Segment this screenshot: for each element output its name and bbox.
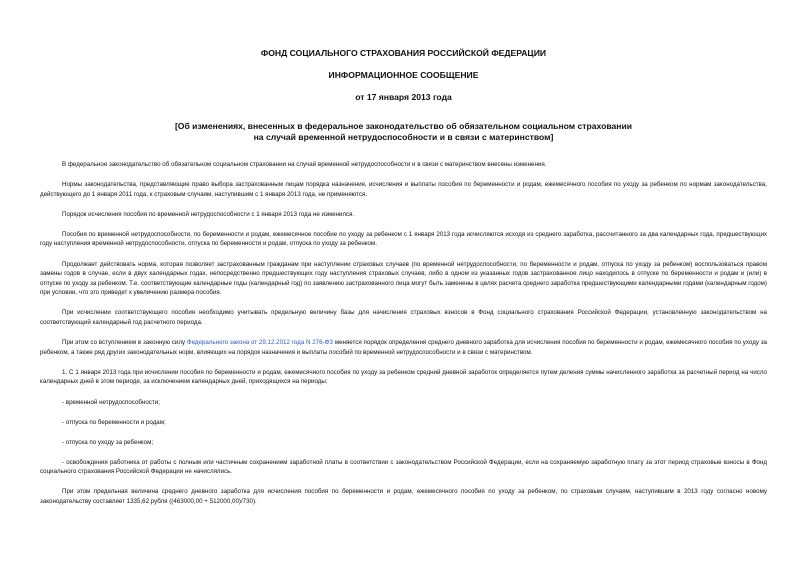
paragraph-9: При этом предельная величина среднего дневного заработка для исчисления пособия по беременности и родам, ежемесячного пособия по уходу за ребенком, по страховым случаям, наступившим в 2013 году согласно новому законодательству составляет 1335,62 рубля ((463000,00 + 512000,00)/730). [40,488,767,506]
federal-law-link[interactable]: Федерального закона от 29.12.2012 года N 276-ФЗ [186,339,334,347]
paragraph-2: Нормы законодательства, представляющие право выбора застрахованным лицам порядка назначения, исчисления и выплаты пособия по беременности и родам, ежемесячного пособия по уходу за ребенком по нормам законодательства, действующего до 1 января 2011 года, к страховым случаям, наступившим с 1 января 2013 года, не применяются. [40,181,767,198]
list-item: - временной нетрудоспособности; [62,398,160,406]
paragraph-1: В федеральное законодательство об обязательном социальном страховании на случай временной нетрудоспособности и в связи с материнством внесены изменения. [62,161,547,168]
subject-line-2: на случай временной нетрудоспособности и в связи с материнством] [253,132,554,142]
paragraph-7 [40,338,767,357]
paragraph-6: При исчислении соответствующего пособия необходимо учитывать предельную величину базы для начисления страховых взносов в Фонд социального страхования Российской Федерации, установленную законодательством на соответствующий календарный год расчетного периода. [40,309,767,327]
paragraph-8: 1. С 1 января 2013 года при исчислении пособия по беременности и родам, ежемесячного пособия по уходу за ребенком средний дневной заработок определяется путем деления суммы начисленного заработка за расчетный период на число календарных дней в этом периоде, за исключением календарных дней, приходящихся на периоды: [40,368,767,386]
paragraph-3: Порядок исчисления пособия по временной нетрудоспособности с 1 января 2013 года не изменился. [62,210,355,218]
list-item: - освобождения работника от работы с полным или частичным сохранением заработной платы в соответствии с законодательством Российской Федерации, если на сохраняемую заработную плату за этот период страховые взносы в Фонд социального страхования Российской Федерации не начислялись. [40,458,767,476]
list-item: - отпуска по беременности и родам; [62,418,166,426]
paragraph-5: Продолжает действовать норма, которая позволяет застрахованным гражданам при наступлении страховых случаев (по временной нетрудоспособности, по беременности и родам, отпуска по уходу за ребенком) воспользоваться правом замены годов в случае, если в двух календарных годах, непосредственно предшествующих году наступления страховых случаев, либо в одном из указанных годов застрахованное лицо находилось в отпуске по беременности и родам и (или) в отпуске по уходу за ребенком. Т.е. соответствующие календарные годы (календарный год) по заявлению застрахованного лица могут быть заменены в целях расчета среднего заработка предшествующими календарными годами (календарным годом) при условии, что это приведет к увеличению размера пособия. [40,260,767,297]
list-item: - отпуска по уходу за ребенком; [62,438,154,446]
paragraph-7-start: При этом со вступлением в законную силу [62,339,187,347]
document-subject [150,121,657,143]
subject-line-1: [Об изменениях, внесенных в федеральное законодательство об обязательном социальном страховании [174,121,633,131]
paragraph-4: Пособия по временной нетрудоспособности, по беременности и родам, ежемесячное пособие по уходу за ребенком с 1 января 2013 года исчисляются исходя из среднего заработка, рассчитанного за два календарных года, предшествующих году наступления временной нетрудоспособности, отпуска по беременности и родам, отпуска по уходу за ребенком. [40,230,767,248]
document-date: от 17 января 2013 года [355,92,452,102]
organization-title: ФОНД СОЦИАЛЬНОГО СТРАХОВАНИЯ РОССИЙСКОЙ ФЕДЕРАЦИИ [260,48,547,58]
paragraph-7-end: меняется порядок определения среднего дневного заработка для исчисления пособия по беременности и родам, ежемесячного пособия по уходу за ребенком, а также ряд других законодательных норм, влияющих на порядок назначения и выплаты пособий по временной нетрудоспособности и в связи с материнством. [40,339,767,356]
document-body [40,160,767,507]
document-type: ИНФОРМАЦИОННОЕ СООБЩЕНИЕ [328,70,479,80]
